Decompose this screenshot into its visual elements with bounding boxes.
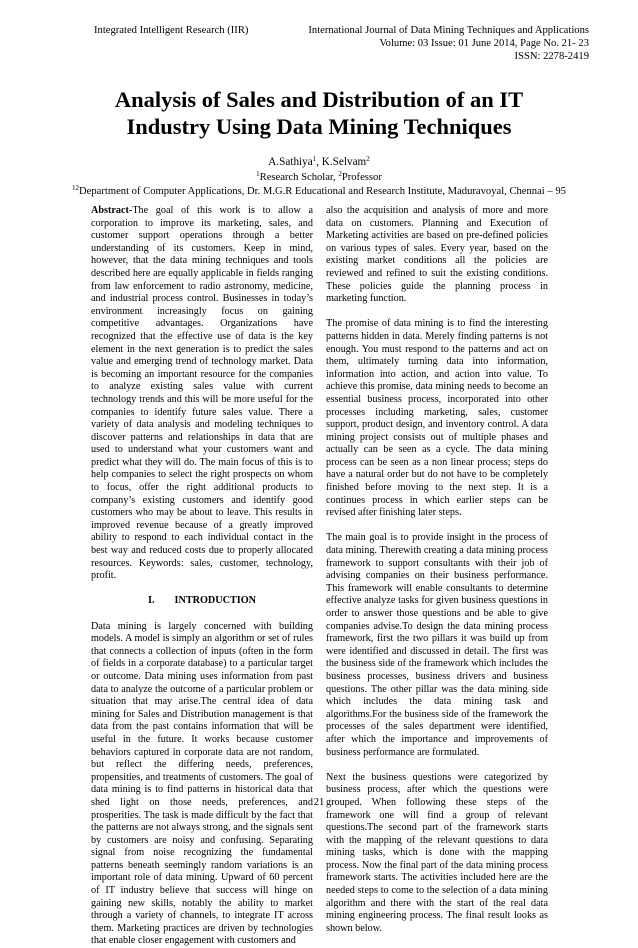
journal-volume: Volume: 03 Issue: 01 June 2014, Page No. 21- 23	[379, 38, 589, 49]
author-list	[0, 155, 638, 169]
journal-issn: ISSN: 2278-2419	[514, 51, 589, 62]
author-roles	[0, 171, 638, 184]
author-1: A.Sathiya	[268, 156, 313, 168]
paper-title	[40, 86, 598, 140]
body-paragraph-1: also the acquisition and analysis of more and more data on customers. Planning and Execution of Marketing activities are based on pre-defined policies on various types of sales. Every year, based on the existing market conditions all the policies are reviewed and refined to suit the existing conditions. These policies guide the planning process in marketing function.	[326, 205, 548, 305]
introduction-paragraph-1: Data mining is largely concerned with building models. A model is simply an algorithm or set of rules that connects a collection of inputs (often in the form of fields in a corporate database) to a particular target or outcome. Data mining uses information from past data to analyze the outcome of a particular problem or situation that may arise.The central idea of data mining for Sales and Distribution management is that data from the past contains information that will be useful in the future. It works because customer behaviors captured in corporate data are not random, but reflect the differing needs, preferences, propensities, and treatments of customers. The goal of data mining is to find patterns in historical data that shed light on those needs, preferences, and prosperities. The task is made difficult by the fact that the patterns are not always strong, and the signals sent by customers are noisy and confusing. Separating signal from noise recognizing the fundamental patterns beneath seemingly random variations is an important role of data mining. Upward of 60 percent of IT industry believe that success will hinge on gaining new skills, notably the ability to market through a variety of channels, to integrate IT across them. Marketing practices are driven by technologies that enable closer engagement with customers and	[91, 620, 313, 947]
journal-name: International Journal of Data Mining Techniques and Applications	[308, 25, 589, 36]
role-2-mark: 2	[338, 170, 342, 178]
department-mark: 12	[72, 184, 80, 192]
left-column	[91, 205, 313, 948]
title-line-1: Analysis of Sales and Distribution of an IT	[114, 87, 524, 112]
journal-info	[259, 24, 589, 63]
journal-publisher: Integrated Intelligent Research (IIR)	[94, 25, 249, 36]
body-paragraph-2: The promise of data mining is to find the interesting patterns hidden in data. Merely finding patterns is not enough. You must respond to the patterns and act on them, ultimately turning data into information, information into action, and action into value. To achieve this promise, data mining needs to become an essential business process, incorporated into other processes including marketing, sales, customer support, product design, and inventory control. A data mining project consists out of multiple phases and actually can be seen as a cycle. The data mining process can be seen as a non linear process; steps do have a natural order but do not have to be completely finished before moving to the next step. It is a continues process in which earlier steps can be revised after finishing later steps.	[326, 318, 548, 519]
abstract-text: The goal of this work is to allow a corporation to improve its marketing, sales, and customer support operations through a better understanding of its customers. Keep in mind, however, that the data mining techniques and tools described here are equally applicable in fields ranging from law enforcement to radio astronomy, medicine, and industrial process control. Businesses in today’s environment increasingly focus on gaining competitive advantages. Organizations have recognized that the effective use of data is the key element in the next generation is to predict the sales value and emerging trend of technology market. Data is becoming an important resource for the companies to analyze existing sales value with current technology trends and this will be more useful for the companies to identify future sales value. There a variety of data analysis and modeling techniques to discover patterns and relationships in data that are used to understand what your customers want and predict what they will do. The main focus of this is to help companies to select the right prospects on whom to focus, offer the right additional products to company’s existing customers and identify good customers who may be about to leave. This results in improved revenue because of a greatly improved ability to respond to each individual contact in the best way and reduced costs due to properly allocated resources. Keywords: sales, customer, technology, profit.	[91, 205, 313, 582]
department-text: Department of Computer Applications, Dr. M.G.R Educational and Research Institute, Maduravoyal, Chennai – 95	[79, 186, 566, 197]
abstract-label: Abstract-	[91, 205, 133, 216]
role-2: Professor	[341, 172, 382, 183]
author-separator: ,	[316, 156, 322, 168]
title-line-2: Industry Using Data Mining Techniques	[126, 114, 512, 139]
body-paragraph-4: Next the business questions were categorized by business process, after which the questions were grouped. When following these steps of the framework one will find a group of relevant questions.The second part of the framework starts with the mapping of the relevant questions to data mining tasks, which is done with the mapping process. Now the final part of the data mining process framework starts. The activities included here are the needed steps to come to the selection of a data mining algorithm and there with the start of the real data mining engineering process. The final result looks as shown below.	[326, 771, 548, 934]
role-1: Research Scholar,	[259, 172, 339, 183]
body-paragraph-3: The main goal is to provide insight in the process of data mining. Therewith creating a data mining process framework to support consultants with their job of advising companies on their business performance. This framework will enable consultants to determine effective analyze tasks for given business questions in order to answer those questions and be able to give companies advise.To design the data mining process framework, first the two pillars it was build up from were identified and discussed in detail. The first was the business side of the framework which includes the business processes, business drivers and business questions. The other pillar was the data mining side which includes the data mining task and algorithms.For the business side of the framework the processes of the sales department were identified, after which the importance and improvements of business performance are formulated.	[326, 532, 548, 758]
author-1-mark: 1	[312, 155, 317, 163]
right-column	[326, 205, 548, 935]
section-title: INTRODUCTION	[174, 595, 257, 607]
page-number: 21	[313, 797, 325, 808]
author-2: K.Selvam	[321, 156, 367, 168]
abstract	[91, 205, 313, 583]
author-2-mark: 2	[366, 155, 370, 163]
role-1-mark: 1	[256, 170, 260, 178]
section-heading-introduction	[91, 595, 313, 608]
section-number: I.	[147, 595, 155, 607]
department-affiliation	[0, 185, 638, 198]
